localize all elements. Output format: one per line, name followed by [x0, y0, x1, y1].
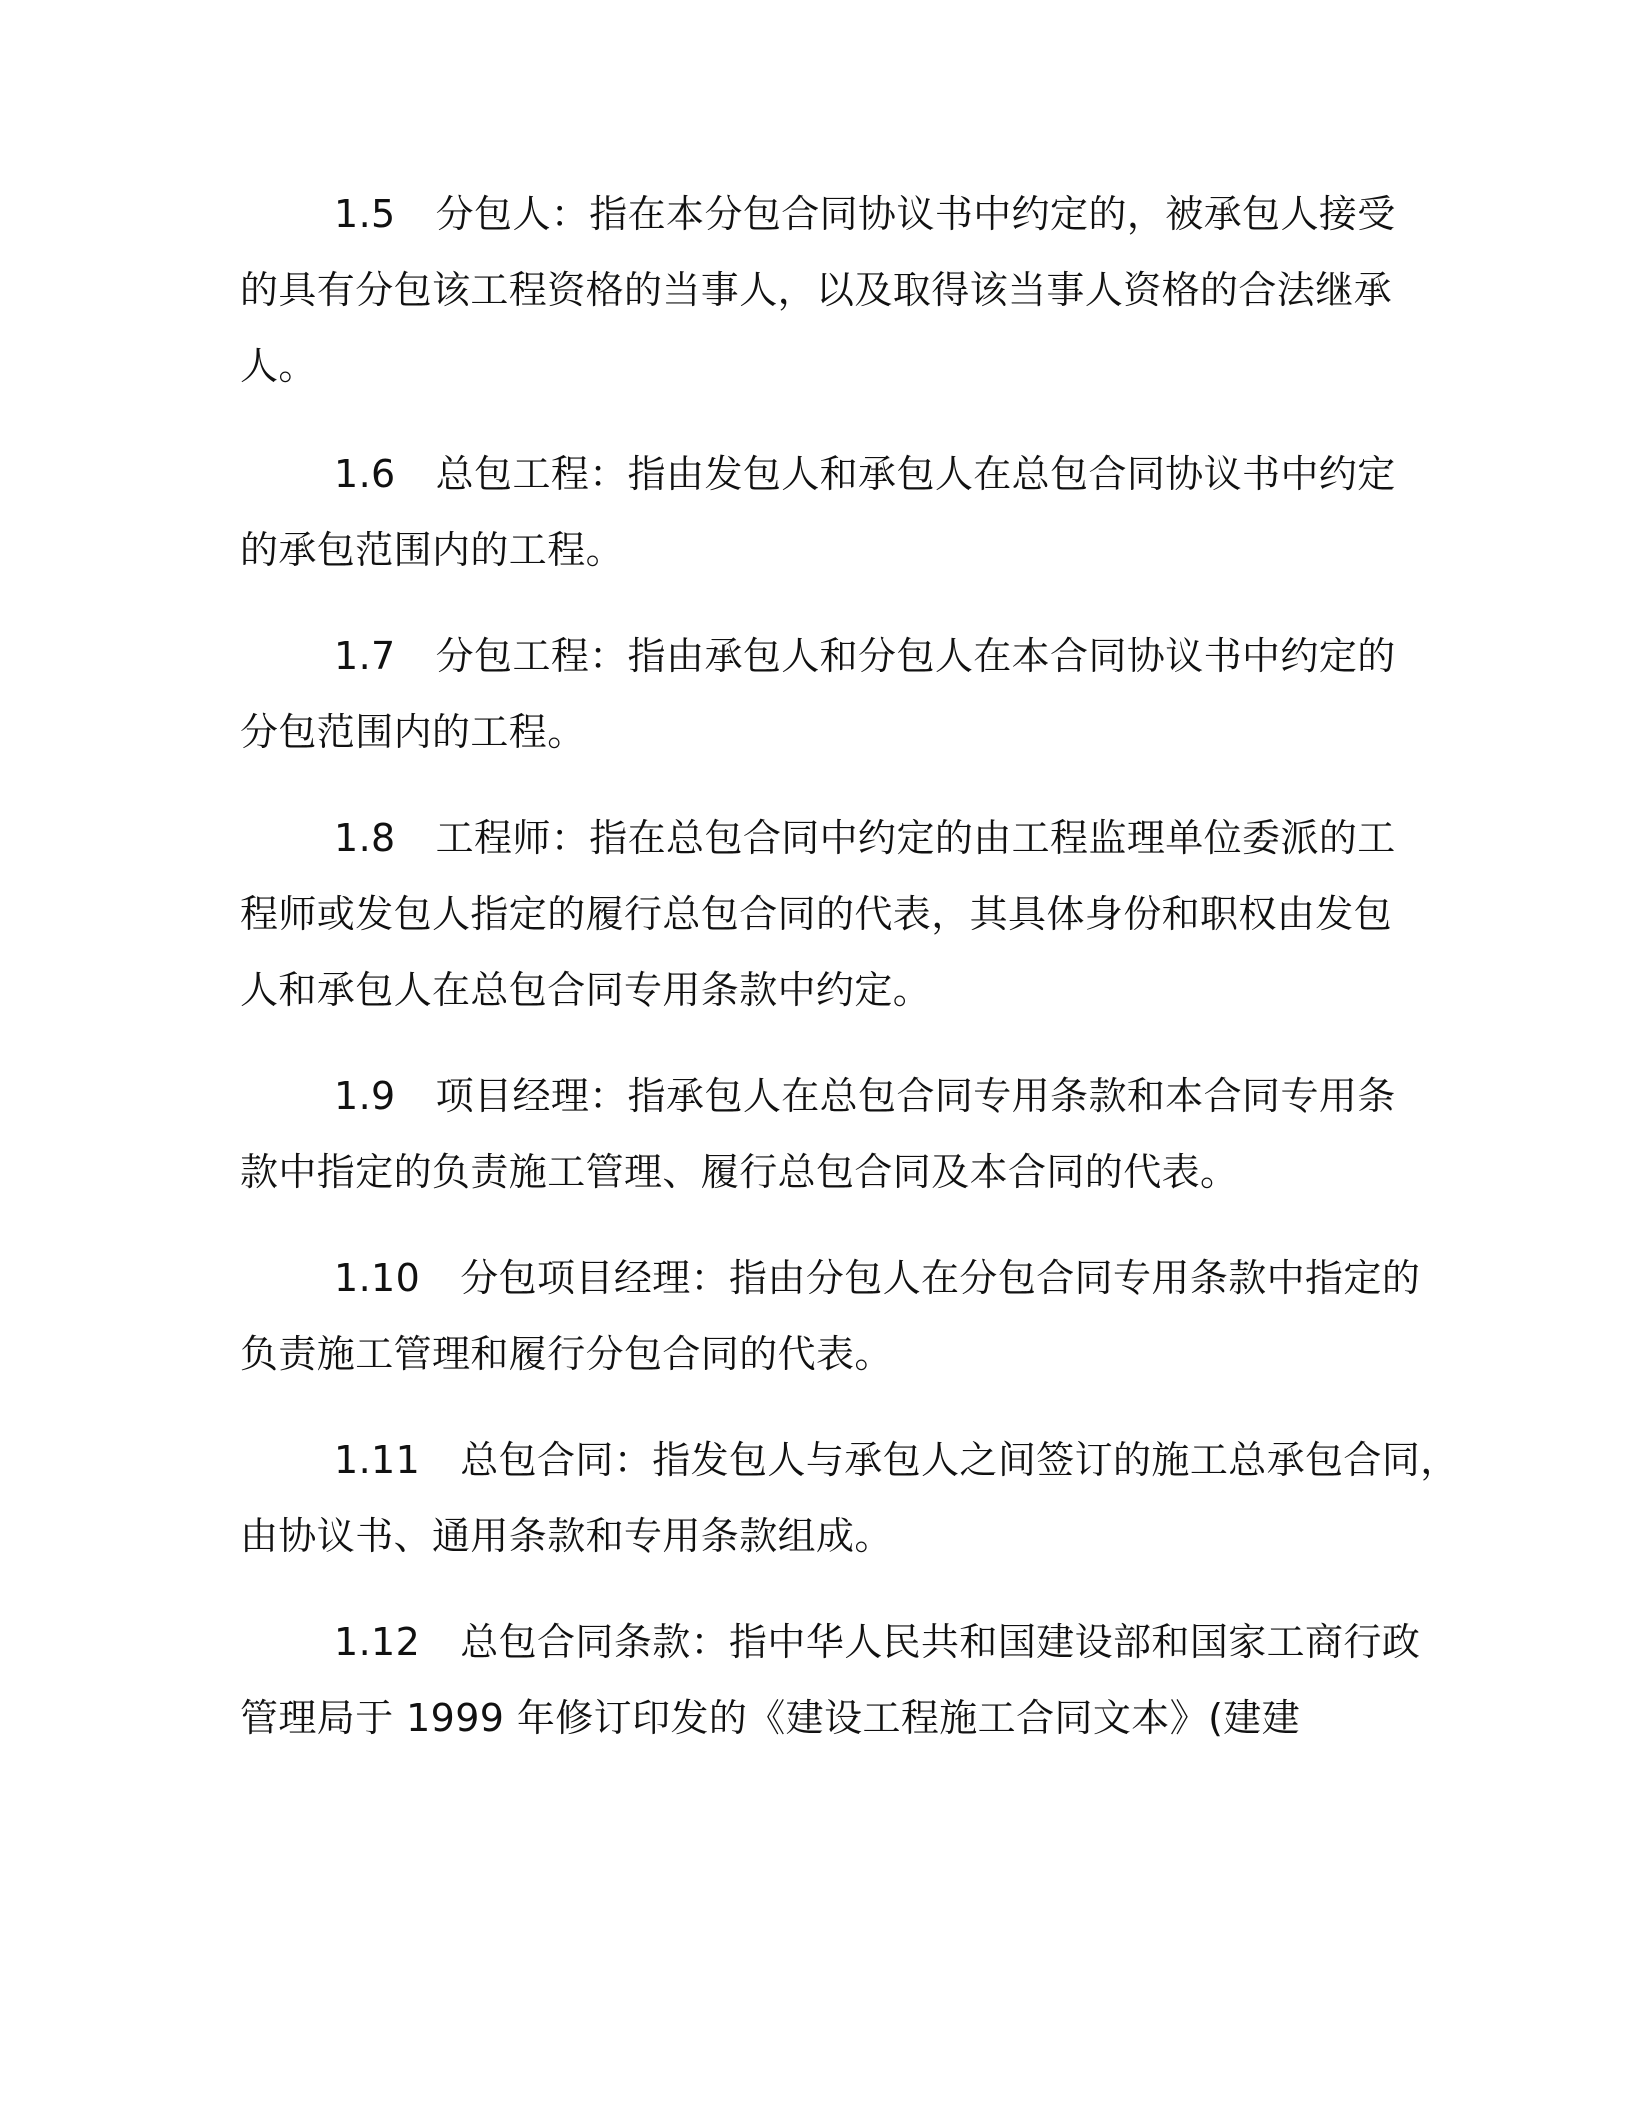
clause-line: 人。	[240, 344, 317, 388]
clause-number: 1.9	[334, 1074, 396, 1118]
clause-line	[334, 1070, 1494, 1122]
clause-line	[334, 188, 1494, 240]
clause-text: 分包工程：指由承包人和分包人在本合同协议书中约定的	[435, 634, 1396, 678]
clause-line: 由协议书、通用条款和专用条款组成。	[240, 1514, 893, 1558]
clause-text: 总包合同：指发包人与承包人之间签订的施工总承包合同，	[460, 1438, 1459, 1482]
clause-text: 总包工程：指由发包人和承包人在总包合同协议书中约定	[435, 452, 1396, 496]
clause-line: 的具有分包该工程资格的当事人，以及取得该当事人资格的合法继承	[240, 268, 1393, 312]
clause-text: 项目经理：指承包人在总包合同专用条款和本合同专用条	[435, 1074, 1396, 1118]
clause-line: 分包范围内的工程。	[240, 710, 586, 754]
clause-line	[334, 812, 1494, 864]
clause-line	[334, 448, 1494, 500]
clause-number: 1.8	[334, 816, 396, 860]
clause-number: 1.11	[334, 1438, 421, 1482]
clause-number: 1.10	[334, 1256, 421, 1300]
clause-text: 工程师：指在总包合同中约定的由工程监理单位委派的工	[435, 816, 1396, 860]
clause-line	[334, 630, 1494, 682]
clause-text: 分包人：指在本分包合同协议书中约定的，被承包人接受	[435, 192, 1396, 236]
clause-line	[334, 1616, 1494, 1668]
clause-line: 负责施工管理和履行分包合同的代表。	[240, 1332, 893, 1376]
clause-line: 程师或发包人指定的履行总包合同的代表，其具体身份和职权由发包	[240, 892, 1393, 936]
clause-line: 人和承包人在总包合同专用条款中约定。	[240, 968, 932, 1012]
clause-number: 1.6	[334, 452, 396, 496]
clause-line	[334, 1434, 1494, 1486]
clause-line: 款中指定的负责施工管理、履行总包合同及本合同的代表。	[240, 1150, 1239, 1194]
clause-text: 分包项目经理：指由分包人在分包合同专用条款中指定的	[460, 1256, 1421, 1300]
clause-number: 1.5	[334, 192, 396, 236]
clause-number: 1.7	[334, 634, 396, 678]
clause-line: 管理局于 1999 年修订印发的《建设工程施工合同文本》(建建	[240, 1696, 1301, 1740]
clause-line: 的承包范围内的工程。	[240, 528, 625, 572]
clause-text: 总包合同条款：指中华人民共和国建设部和国家工商行政	[460, 1620, 1421, 1664]
clause-line	[334, 1252, 1494, 1304]
clause-number: 1.12	[334, 1620, 421, 1664]
